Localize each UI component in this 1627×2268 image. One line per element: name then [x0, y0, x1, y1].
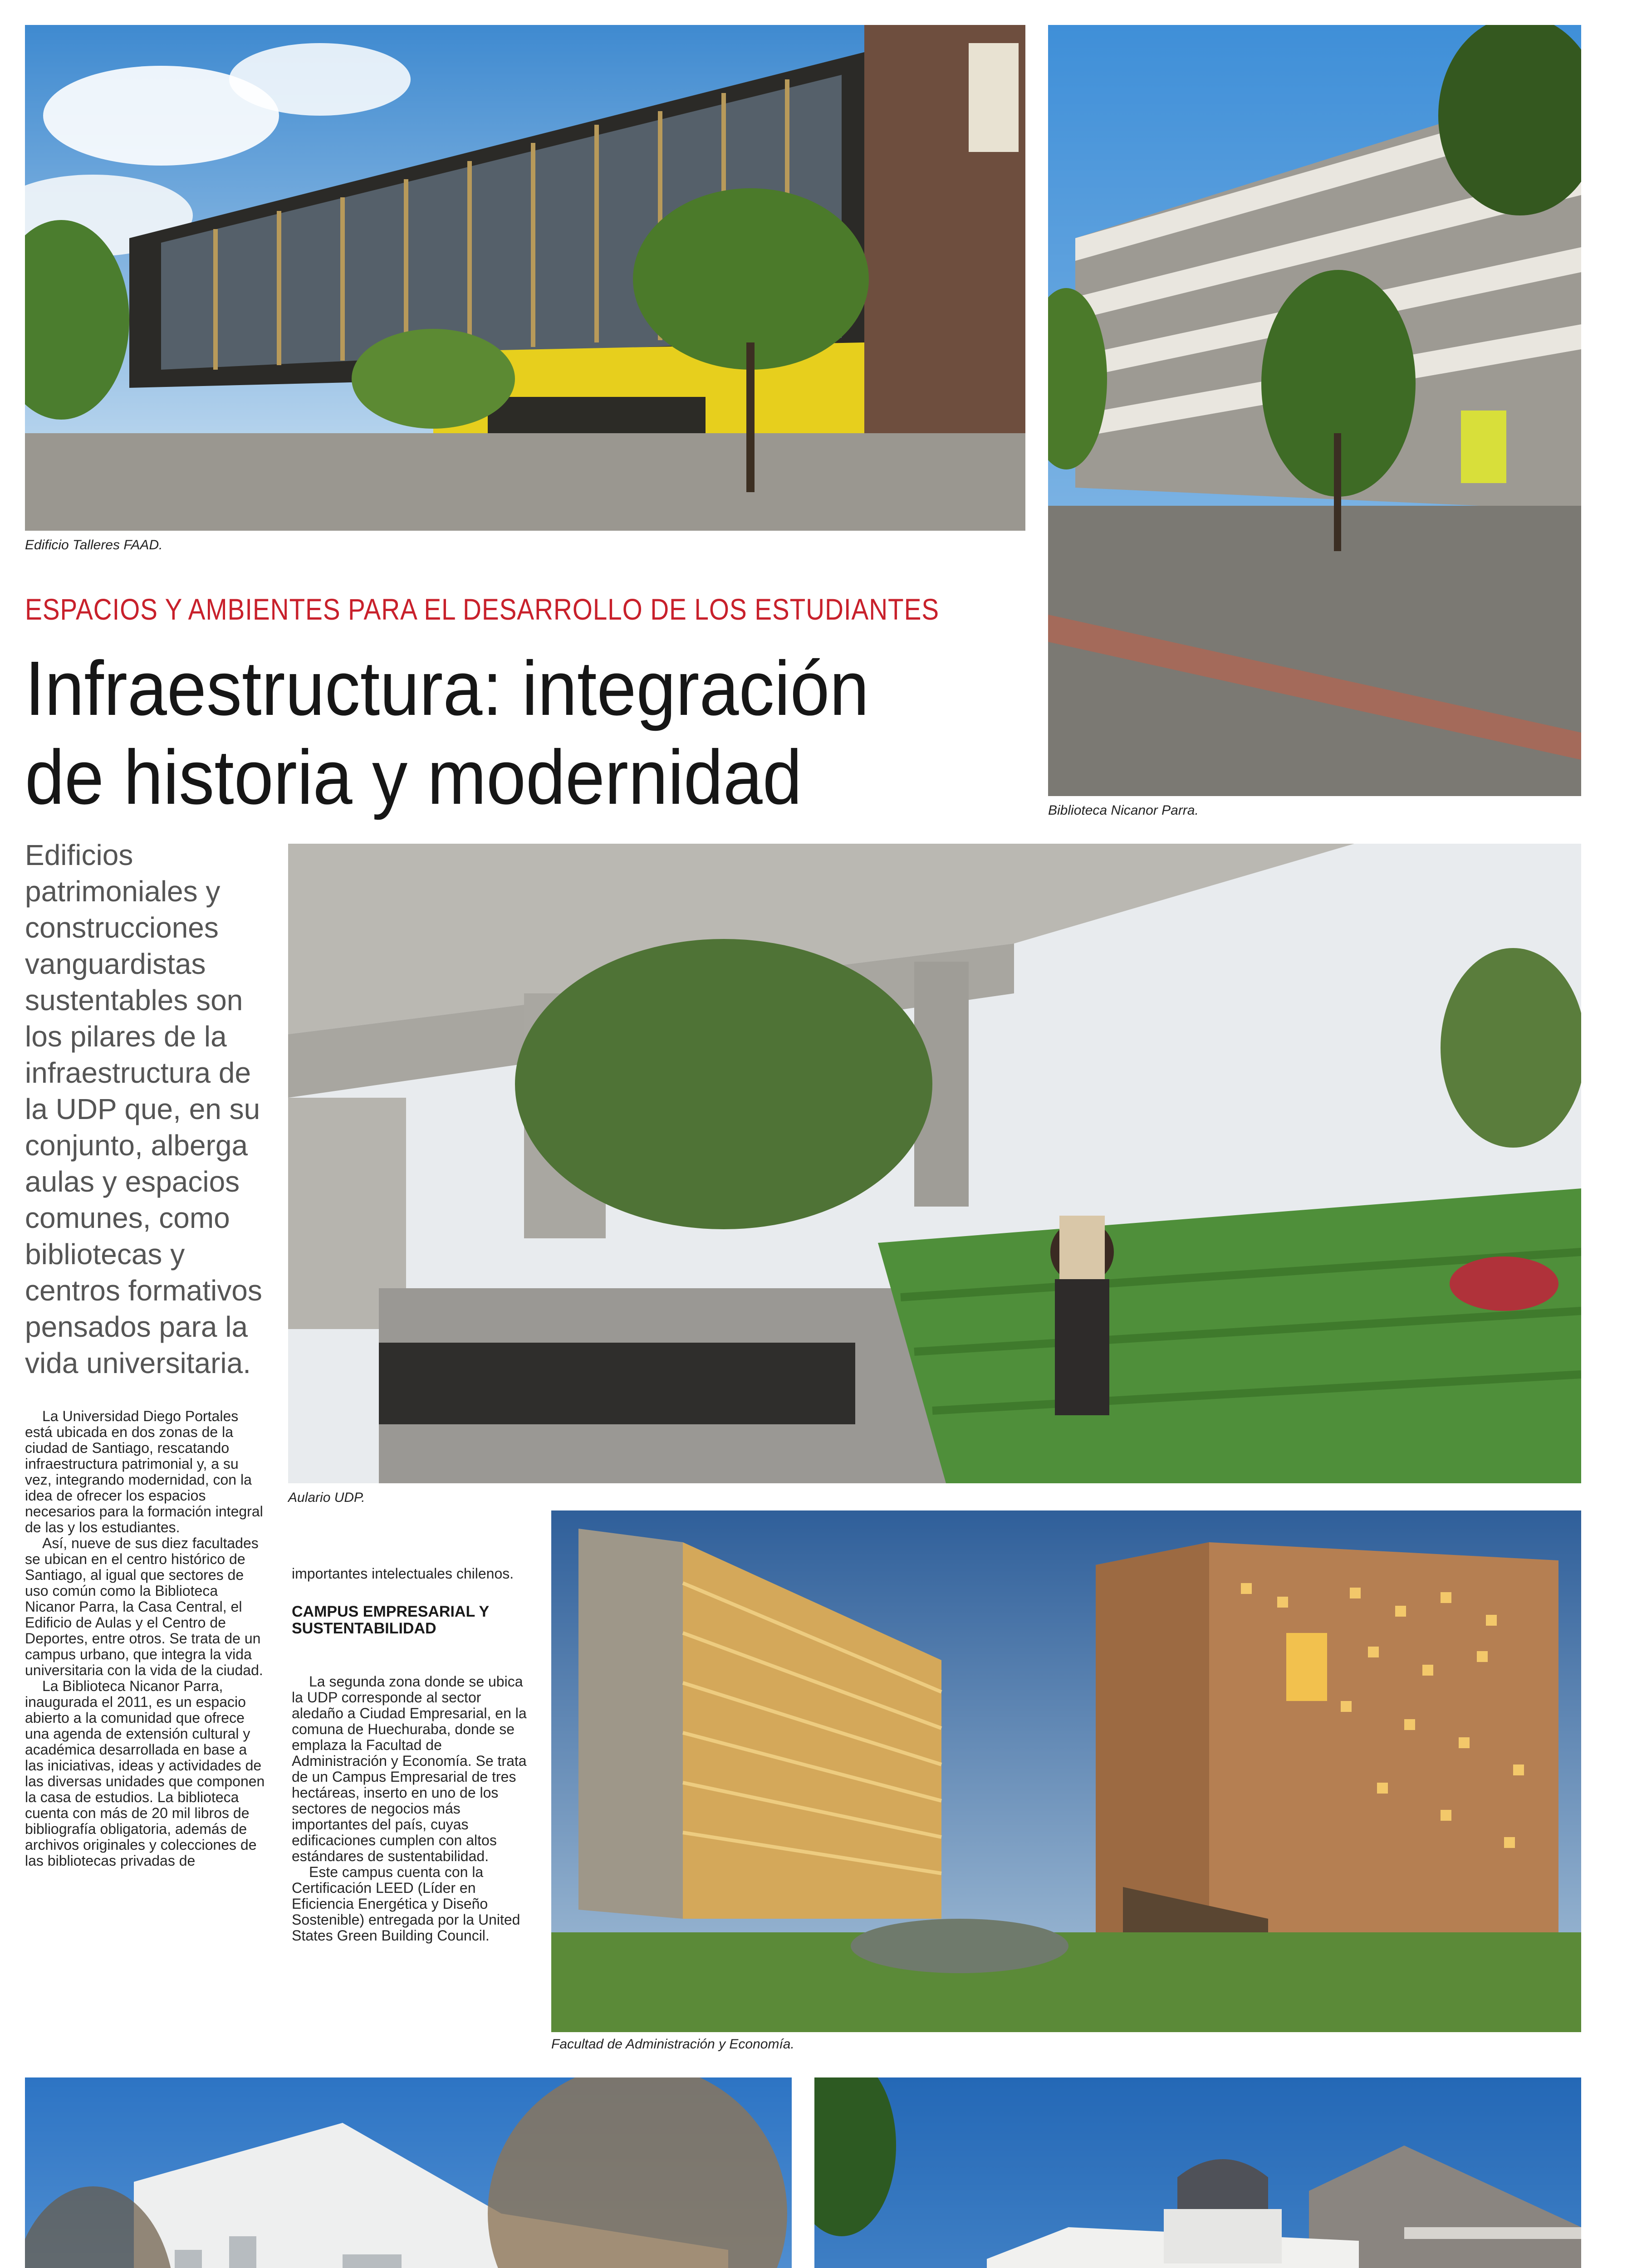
caption-fae: Facultad de Administración y Economía. — [551, 2037, 794, 2052]
body-paragraph: La Biblioteca Nicanor Parra, inaugurada el 2011, es un espacio abierto a la comunidad que ofrece una agenda de extensión cultural y académica desarrollada en base a las iniciativas, ideas y actividades de las diversas unidades que componen la casa de estudios. La biblioteca cuenta con más de 20 mil libros de bibliografía obligatoria, además de archivos originales y colecciones de las bibliotecas privadas de — [25, 1678, 265, 1869]
body-paragraph: importantes intelectuales chilenos. — [292, 1565, 514, 1582]
section-kicker: ESPACIOS Y AMBIENTES PARA EL DESARROLLO DE LOS ESTUDIANTES — [25, 592, 940, 626]
lead-line: los pilares de la — [25, 1020, 227, 1053]
lead-line: comunes, como — [25, 1202, 230, 1234]
caption-biblioteca: Biblioteca Nicanor Parra. — [1048, 803, 1199, 818]
lead-line: construcciones — [25, 911, 219, 944]
lead-line: conjunto, alberga — [25, 1129, 248, 1162]
body-paragraph: Así, nueve de sus diez facultades se ubican en el centro histórico de Santiago, al igual que sectores de uso común como la Biblioteca Nicanor Parra, la Casa Central, el Edificio de Aulas y el Centro de Deportes, entre otros. Se trata de un campus urbano, que integra la vida universitaria con la vida de la ciudad. — [25, 1535, 263, 1678]
body-paragraph: La Universidad Diego Portales está ubicada en dos zonas de la ciudad de Santiago, rescatando infraestructura patrimonial y, a su vez, integrando modernidad, con la idea de ofrecer los espacios necesarios para la formación integral de las y los estudiantes. — [25, 1408, 263, 1535]
lead-paragraph — [25, 837, 279, 1381]
caption-aulario: Aulario UDP. — [288, 1490, 365, 1505]
lead-line: Edificios — [25, 839, 133, 871]
page-title — [25, 644, 943, 822]
lead-line: infraestructura de — [25, 1056, 251, 1089]
body-column-1 — [25, 1408, 265, 1869]
caption-faad: Edificio Talleres FAAD. — [25, 538, 163, 552]
photo-decanato-derecho — [25, 2077, 792, 2268]
lead-line: aulas y espacios — [25, 1165, 240, 1198]
lead-line: patrimoniales y — [25, 875, 221, 908]
lead-line: sustentables son — [25, 984, 243, 1017]
body-paragraph: Este campus cuenta con la Certificación LEED (Líder en Eficiencia Energética y Diseño Sostenible) entregada por la United States Green Building Council. — [292, 1864, 520, 1944]
body-paragraph: La segunda zona donde se ubica la UDP corresponde al sector aledaño a Ciudad Empresarial, en la comuna de Huechuraba, donde se emplaza la Facultad de Administración y Economía. Se trata de un Campus Empresarial de tres hectáreas, inserto en uno de los sectores de negocios más importantes del país, cuyas edificaciones cumplen con altos estándares de sustentabilidad. — [292, 1673, 527, 1864]
body-column-2 — [292, 1674, 528, 1944]
lead-line: la UDP que, en su — [25, 1093, 260, 1125]
photo-aulario-udp — [288, 844, 1581, 1483]
lead-line: pensados para la — [25, 1310, 248, 1343]
photo-facultad-psicologia — [814, 2077, 1581, 2268]
lead-line: bibliotecas y — [25, 1238, 185, 1271]
photo-edificio-talleres-faad — [25, 25, 1025, 531]
subheading-campus-empresarial: CAMPUS EMPRESARIAL Y SUSTENTABILIDAD — [292, 1603, 489, 1637]
lead-line: vida universitaria. — [25, 1347, 251, 1379]
page-title-line-1: Infraestructura: integración — [25, 645, 869, 732]
photo-biblioteca-nicanor-parra — [1048, 25, 1581, 796]
lead-line: centros formativos — [25, 1274, 262, 1307]
body-column-2-top — [292, 1566, 528, 1582]
photo-facultad-administracion-economia — [551, 1510, 1581, 2032]
lead-line: vanguardistas — [25, 948, 206, 980]
page-title-line-2: de historia y modernidad — [25, 734, 802, 821]
